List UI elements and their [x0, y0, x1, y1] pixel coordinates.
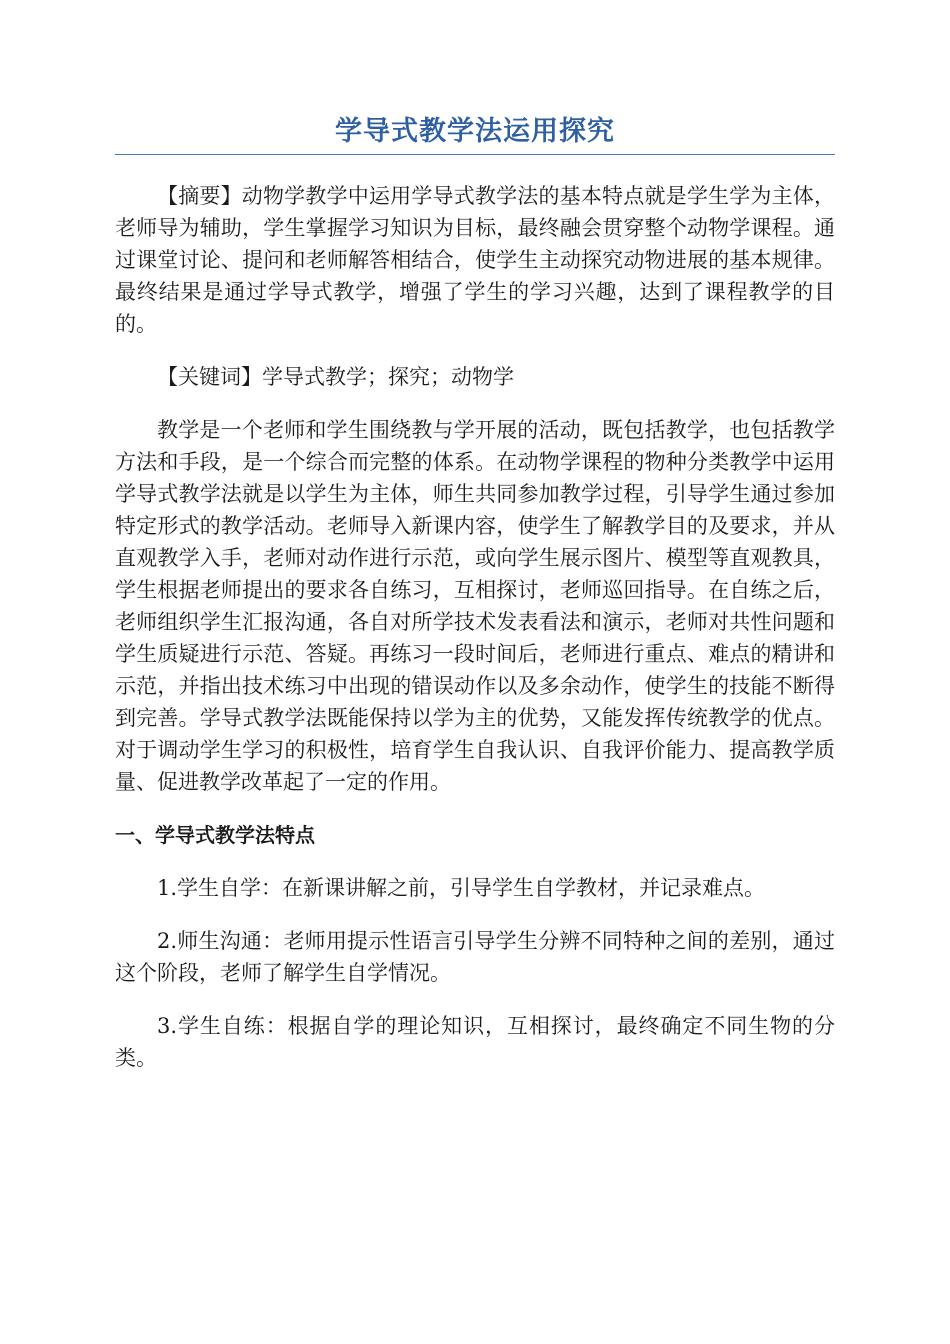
- section-heading: 一、学导式教学法特点: [115, 823, 315, 847]
- list-item: 1.学生自学：在新课讲解之前，引导学生自学教材，并记录难点。: [157, 876, 766, 900]
- abstract-paragraph: 【摘要】动物学教学中运用学导式教学法的基本特点就是学生学为主体，老师导为辅助，学生掌握学习知识为目标，最终融会贯穿整个动物学课程。通过课堂讨论、提问和老师解答相结合，使学生主动探究动物进展的基本规律。最终结果是通过学导式教学，增强了学生的学习兴趣，达到了课程教学的目的。: [115, 184, 835, 336]
- document-title: 学导式教学法运用探究: [335, 116, 615, 147]
- keywords-paragraph: 【关键词】学导式教学；探究；动物学: [157, 365, 514, 389]
- body-paragraph: 教学是一个老师和学生围绕教与学开展的活动，既包括教学，也包括教学方法和手段，是一个综合而完整的体系。在动物学课程的物种分类教学中运用学导式教学法就是以学生为主体，师生共同参加教学过程，引导学生通过参加特定形式的教学活动。老师导入新课内容，使学生了解教学目的及要求，并从直观教学入手，老师对动作进行示范，或向学生展示图片、模型等直观教具，学生根据老师提出的要求各自练习，互相探讨，老师巡回指导。在自练之后，老师组织学生汇报沟通，各自对所学技术发表看法和演示，老师对共性问题和学生质疑进行示范、答疑。再练习一段时间后，老师进行重点、难点的精讲和示范，并指出技术练习中出现的错误动作以及多余动作，使学生的技能不断得到完善。学导式教学法既能保持以学为主的优势，又能发挥传统教学的优点。对于调动学生学习的积极性，培育学生自我认识、自我评价能力、提高教学质量、促进教学改革起了一定的作用。: [115, 418, 835, 794]
- list-item: 2.师生沟通：老师用提示性语言引导学生分辨不同特种之间的差别，通过这个阶段，老师了解学生自学情况。: [115, 929, 835, 985]
- document-page: [115, 112, 835, 1074]
- list-item: 3.学生自练：根据自学的理论知识，互相探讨，最终确定不同生物的分类。: [115, 1014, 835, 1070]
- title-underline: [115, 154, 835, 155]
